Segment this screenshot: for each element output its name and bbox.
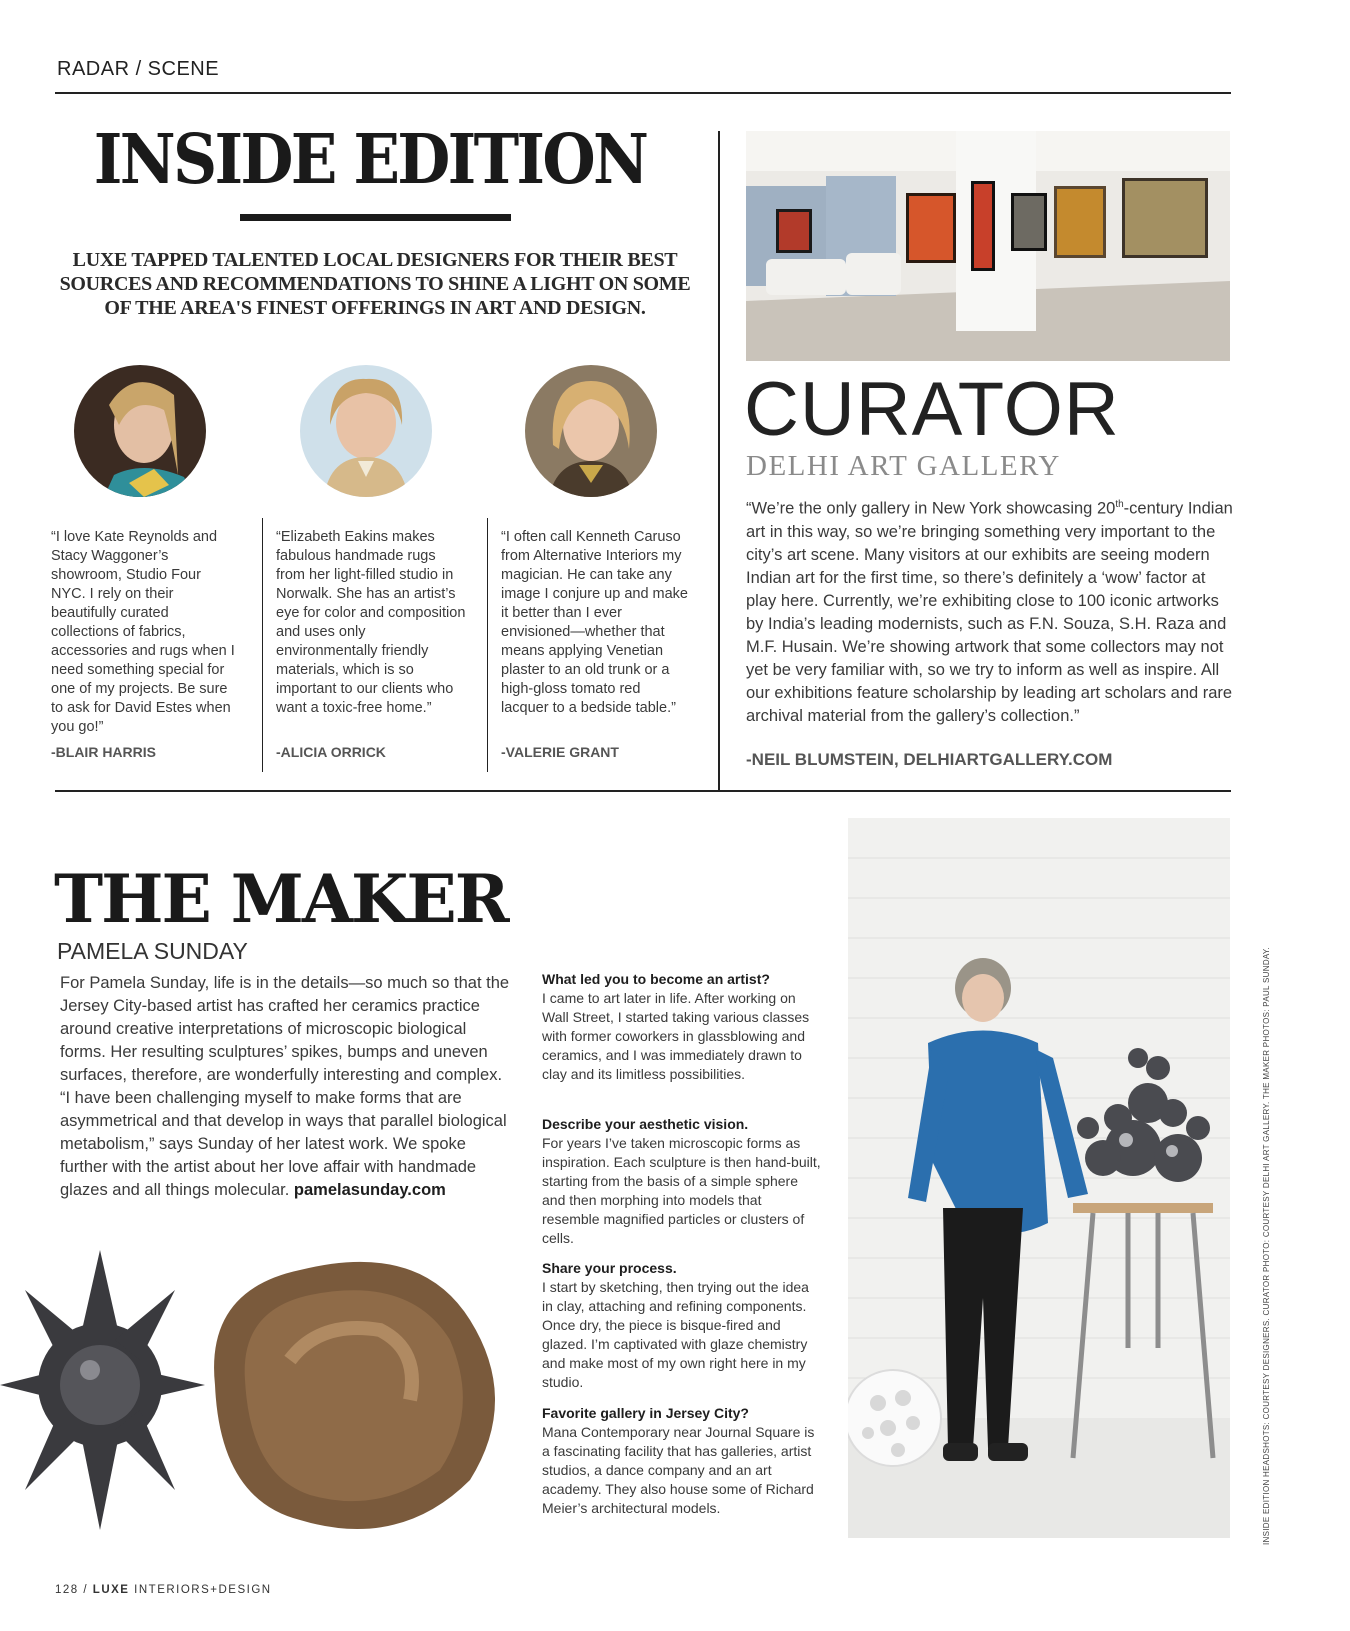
gallery-photo: [746, 131, 1230, 361]
curator-quote-part2: -century Indian art in this way, so we’re bringing something very important to the city’s art scene. Many visitors at our exhibits are seeing modern Indian art for the first time, so there’s definitely a ‘wow’ factor at play here. Currently, we’re exhibiting close to 100 iconic artworks by India’s leading modernists, such as F.N. Souza, S.H. Raza and M.F. Husain. We’re showing artwork that some collectors may not yet be very familiar with, so we try to inform as well as inspire. All our exhibitions feature scholarship by leading art scholars and rare archival material from the gallery’s collection.”: [746, 499, 1233, 725]
title-underline: [240, 214, 511, 221]
page-number: 128: [55, 1584, 79, 1596]
curator-quote-superscript: th: [1115, 499, 1124, 510]
avatar-alicia-orrick: [300, 365, 432, 497]
qa-item: [542, 1404, 822, 1518]
attribution-alicia-orrick: -ALICIA ORRICK: [276, 744, 386, 760]
attribution-valerie-grant: -VALERIE GRANT: [501, 744, 619, 760]
inside-edition-title: INSIDE EDITION: [93, 120, 647, 200]
folio: [55, 1584, 272, 1596]
qa-question: What led you to become an artist?: [542, 971, 770, 987]
inside-edition-intro: LUXE TAPPED TALENTED LOCAL DESIGNERS FOR THEIR BEST SOURCES AND RECOMMENDATIONS TO SHINE A LIGHT ON SOME OF THE AREA'S FINEST OFFERINGS IN ART AND DESIGN.: [59, 249, 691, 319]
curator-attribution: -NEIL BLUMSTEIN, DELHIARTGALLERY.COM: [746, 750, 1113, 769]
section-divider: [718, 131, 720, 790]
brand-name: LUXE: [92, 1584, 130, 1596]
column-divider: [262, 518, 263, 772]
curator-subtitle: DELHI ART GALLERY: [746, 450, 1061, 482]
section-label: RADAR / SCENE: [57, 58, 220, 80]
curator-quote-part1: “We’re the only gallery in New York showcasing 20: [746, 499, 1116, 518]
photo-credit: INSIDE EDITION HEADSHOTS: COURTESY DESIGNERS. CURATOR PHOTO: COURTESY DELHI ART GALLERY. THE MAKER PHOTOS: PAUL SUNDAY.: [1262, 946, 1271, 1545]
qa-answer: For years I’ve taken microscopic forms as inspiration. Each sculpture is then hand-built, starting from the basis of a simple sphere and then morphing into models that resemble magnified particles or clusters of cells.: [542, 1135, 821, 1246]
sculptures-image: [0, 1250, 510, 1540]
qa-answer: I came to art later in life. After working on Wall Street, I started taking various classes with former coworkers in glassblowing and ceramics, and I was immediately drawn to clay and its limitless possibilities.: [542, 990, 810, 1082]
maker-photo: [848, 818, 1230, 1538]
curator-quote: [746, 493, 1234, 728]
qa-question: Favorite gallery in Jersey City?: [542, 1405, 749, 1421]
qa-answer: I start by sketching, then trying out the idea in clay, attaching and refining components. Once dry, the piece is bisque-fired and glazed. I’m captivated with glaze chemistry and make most of my own right here in my studio.: [542, 1279, 809, 1390]
folio-separator: /: [83, 1584, 89, 1596]
avatar-blair-harris: [74, 365, 206, 497]
qa-question: Share your process.: [542, 1260, 677, 1276]
qa-item: [542, 1259, 822, 1392]
maker-intro-text: For Pamela Sunday, life is in the details—so much so that the Jersey City-based artist has crafted her ceramics practice around creative interpretations of microscopic biological forms. Her resulting sculptures’ spikes, bumps and uneven surfaces, therefore, are wonderfully interesting and complex. “I have been challenging myself to make forms that are asymmetrical and that develop in ways that parallel biological metabolism,” says Sunday of her latest work. We spoke further with the artist about her love affair with handmade glazes and all things molecular.: [60, 974, 510, 1199]
qa-item: [542, 970, 822, 1084]
quote-blair-harris: “I love Kate Reynolds and Stacy Waggoner’s showroom, Studio Four NYC. I rely on their beautifully curated collections of fabrics, accessories and rugs when I need something special for one of my projects. Be sure to ask for David Estes when you go!”: [51, 529, 235, 735]
brand-tagline: INTERIORS+DESIGN: [134, 1584, 272, 1596]
qa-answer: Mana Contemporary near Journal Square is a fascinating facility that has galleries, artist studios, a dance company and an art academy. They also house some of Richard Meier’s architectural models.: [542, 1424, 815, 1516]
curator-title: CURATOR: [744, 367, 1120, 452]
header-rule: [55, 92, 1231, 94]
maker-website-link[interactable]: pamelasunday.com: [293, 1181, 446, 1199]
qa-question: Describe your aesthetic vision.: [542, 1116, 749, 1132]
column-divider: [487, 518, 488, 772]
maker-intro: [60, 972, 510, 1202]
maker-subtitle: PAMELA SUNDAY: [57, 938, 248, 964]
attribution-blair-harris: -BLAIR HARRIS: [51, 744, 156, 760]
quote-alicia-orrick: “Elizabeth Eakins makes fabulous handmade rugs from her light-filled studio in Norwalk. She has an artist’s eye for color and composition and uses only environmentally friendly materials, which is so important to our clients who want a toxic-free home.”: [276, 529, 466, 716]
quote-valerie-grant: “I often call Kenneth Caruso from Alternative Interiors my magician. He can take any image I conjure up and make it better than I ever envisioned—whether that means applying Venetian plaster to an old trunk or a high-gloss tomato red lacquer to a bedside table.”: [501, 529, 688, 716]
avatar-valerie-grant: [525, 365, 657, 497]
qa-item: [542, 1115, 822, 1248]
maker-title: THE MAKER: [54, 860, 508, 938]
mid-rule: [55, 790, 1231, 792]
